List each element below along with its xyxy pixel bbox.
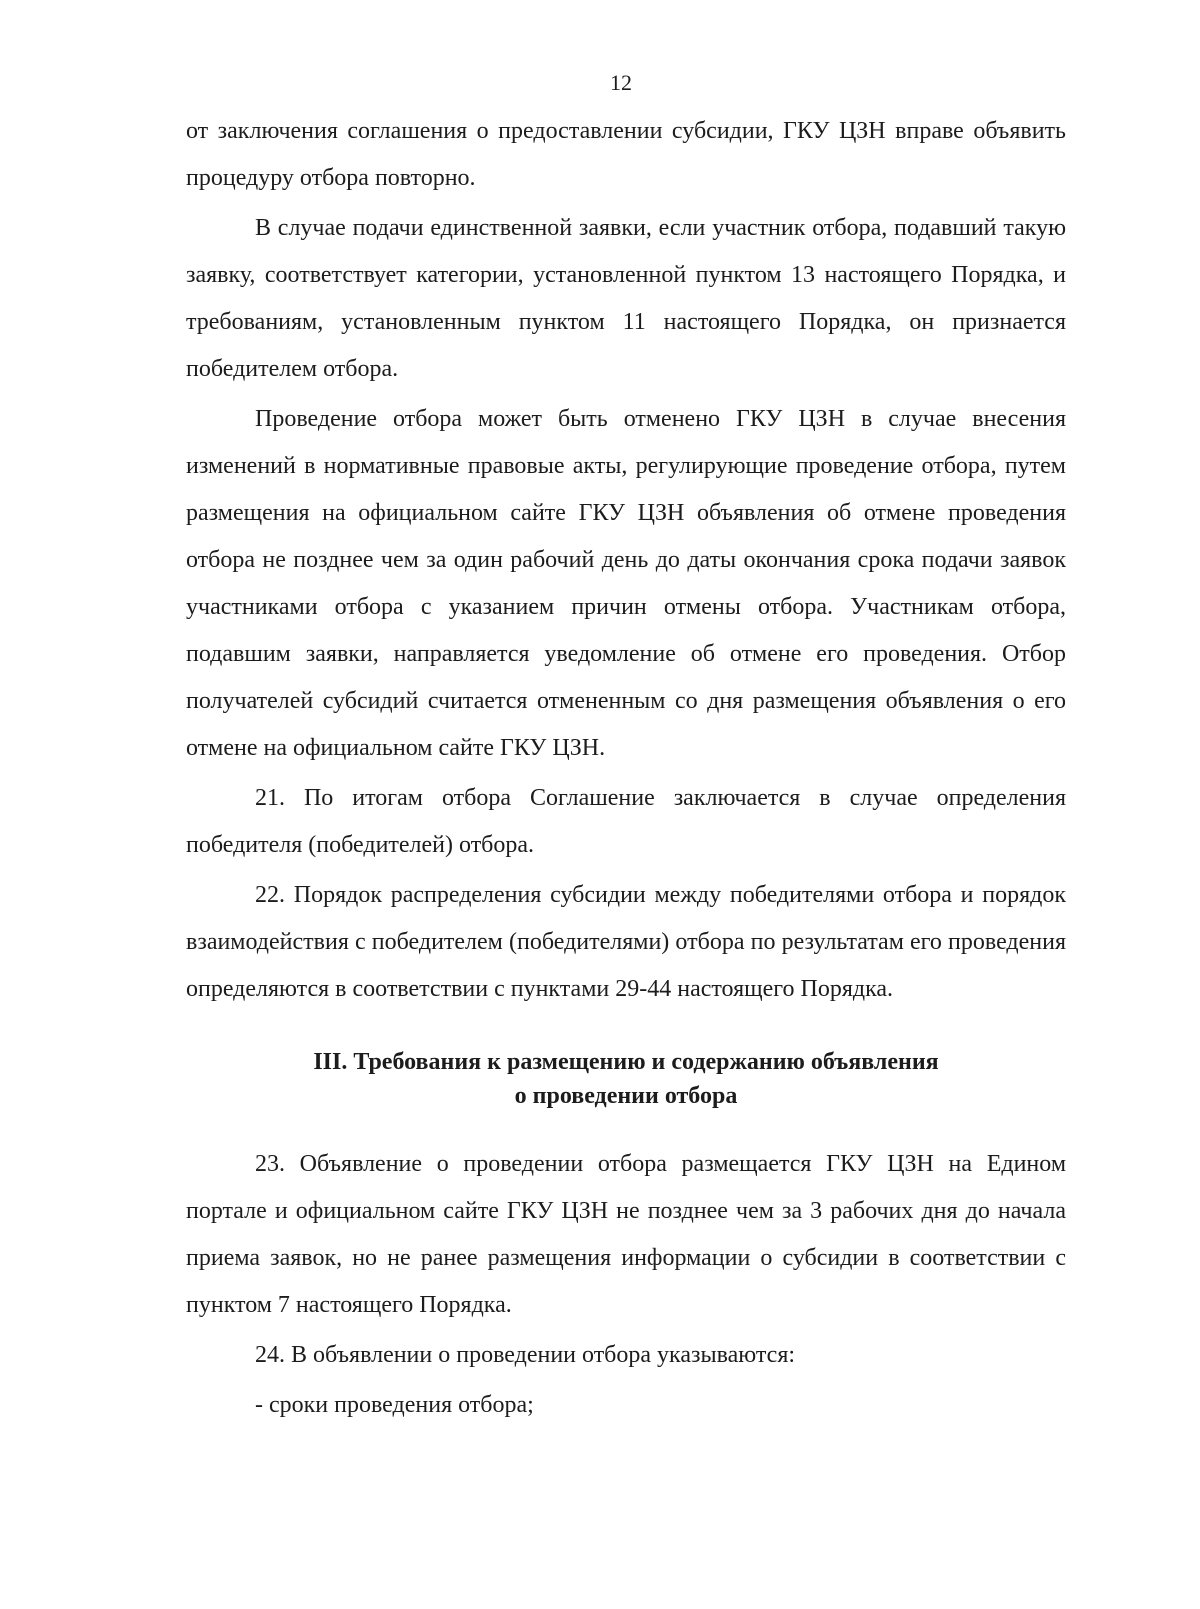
section-heading-line-1: III. Требования к размещению и содержанию объявления <box>313 1049 939 1075</box>
paragraph-23: 23. Объявление о проведении отбора размещается ГКУ ЦЗН на Едином портале и официальном сайте ГКУ ЦЗН не позднее чем за 3 рабочих дня до начала приема заявок, но не ранее размещения информации о субсидии в соответствии с пунктом 7 настоящего Порядка. <box>186 1151 1066 1318</box>
paragraph-21: 21. По итогам отбора Соглашение заключается в случае определения победителя (победителей) отбора. <box>186 785 1066 858</box>
paragraph-24: 24. В объявлении о проведении отбора указываются: <box>255 1342 796 1368</box>
list-item-selection-terms: - сроки проведения отбора; <box>255 1392 534 1418</box>
page-number: 12 <box>610 70 632 95</box>
section-heading-line-2: о проведении отбора <box>514 1083 738 1109</box>
paragraph-single-application: В случае подачи единственной заявки, если участник отбора, подавший такую заявку, соответствует категории, установленной пунктом 13 настоящего Порядка, и требованиям, установленным пунктом 11 настоящего Порядка, он признается победителем отбора. <box>186 215 1066 382</box>
paragraph-selection-cancellation: Проведение отбора может быть отменено ГКУ ЦЗН в случае внесения изменений в нормативные правовые акты, регулирующие проведение отбора, путем размещения на официальном сайте ГКУ ЦЗН объявления об отмене проведения отбора не позднее чем за один рабочий день до даты окончания срока подачи заявок участниками отбора с указанием причин отмены отбора. Участникам отбора, подавшим заявки, направляется уведомление об отмене его проведения. Отбор получателей субсидий считается отмененным со дня размещения объявления о его отмене на официальном сайте ГКУ ЦЗН. <box>186 406 1066 761</box>
paragraph-continuation: от заключения соглашения о предоставлении субсидии, ГКУ ЦЗН вправе объявить процедуру отбора повторно. <box>186 118 1066 191</box>
section-heading <box>186 1045 1066 1113</box>
document-body <box>186 108 1066 1429</box>
paragraph-22: 22. Порядок распределения субсидии между победителями отбора и порядок взаимодействия с победителем (победителями) отбора по результатам его проведения определяются в соответствии с пунктами 29-44 настоящего Порядка. <box>186 882 1066 1002</box>
